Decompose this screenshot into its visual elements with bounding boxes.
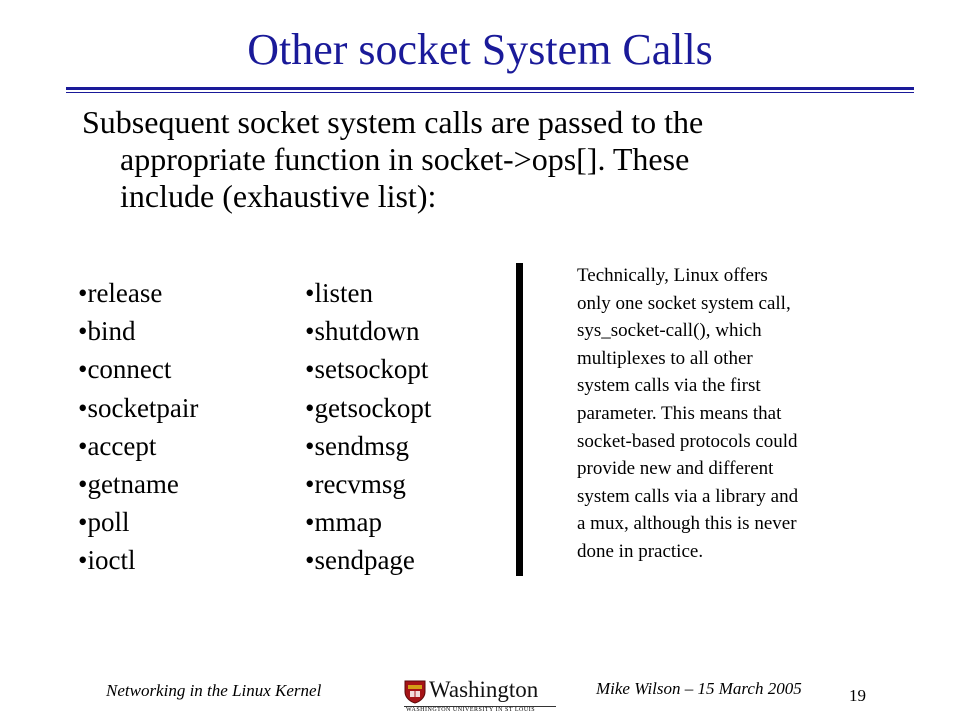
footer-left-text: Networking in the Linux Kernel <box>106 681 322 700</box>
note-line: multiplexes to all other <box>577 347 753 369</box>
note-line: provide new and different <box>577 458 774 480</box>
note-line: Technically, Linux offers <box>577 265 768 286</box>
footer-author-date: Mike Wilson – 15 March 2005 <box>596 679 802 698</box>
list-item: •getsockopt <box>305 392 432 423</box>
list-item: •socketpair <box>78 392 199 423</box>
page-number: 19 <box>849 686 866 705</box>
note-line: a mux, although this is never <box>577 513 797 535</box>
list-item: •listen <box>305 278 373 308</box>
slide-title: Other socket System Calls <box>247 25 713 74</box>
list-item: •shutdown <box>305 316 420 347</box>
side-note <box>577 262 877 566</box>
title-rule-thin <box>66 92 914 93</box>
note-line: system calls via a library and <box>577 485 799 507</box>
title-rule-thick <box>66 87 914 90</box>
list-item: •getname <box>78 469 179 500</box>
list-item: •mmap <box>305 507 382 538</box>
note-line: parameter. This means that <box>577 402 782 424</box>
note-line: only one socket system call, <box>577 292 791 314</box>
intro-line: include (exhaustive list): <box>120 178 437 214</box>
list-item: •setsockopt <box>305 354 429 385</box>
list-item: •release <box>78 278 163 308</box>
syscall-list-col2 <box>305 274 431 580</box>
list-item: •sendmsg <box>305 430 409 461</box>
intro-line: Subsequent socket system calls are passed to the <box>82 104 704 140</box>
vertical-divider <box>516 263 523 576</box>
intro-text <box>82 104 842 215</box>
syscall-list-col1 <box>78 274 198 580</box>
list-item: •connect <box>78 354 172 385</box>
note-line: socket-based protocols could <box>577 430 798 452</box>
list-item: •bind <box>78 316 136 347</box>
list-item: •ioctl <box>78 545 136 576</box>
note-line: sys_socket-call(), which <box>577 320 762 342</box>
list-item: •sendpage <box>305 545 415 576</box>
university-logo <box>404 677 556 713</box>
note-line: system calls via the first <box>577 375 761 397</box>
intro-line: appropriate function in socket->ops[]. These <box>120 141 690 177</box>
note-line: done in practice. <box>577 540 704 562</box>
shield-icon <box>404 680 426 704</box>
logo-wordmark: Washington <box>429 677 539 702</box>
list-item: •accept <box>78 430 157 461</box>
list-item: •recvmsg <box>305 469 406 500</box>
list-item: •poll <box>78 507 130 538</box>
logo-subtitle: WASHINGTON UNIVERSITY IN ST LOUIS <box>406 707 536 713</box>
